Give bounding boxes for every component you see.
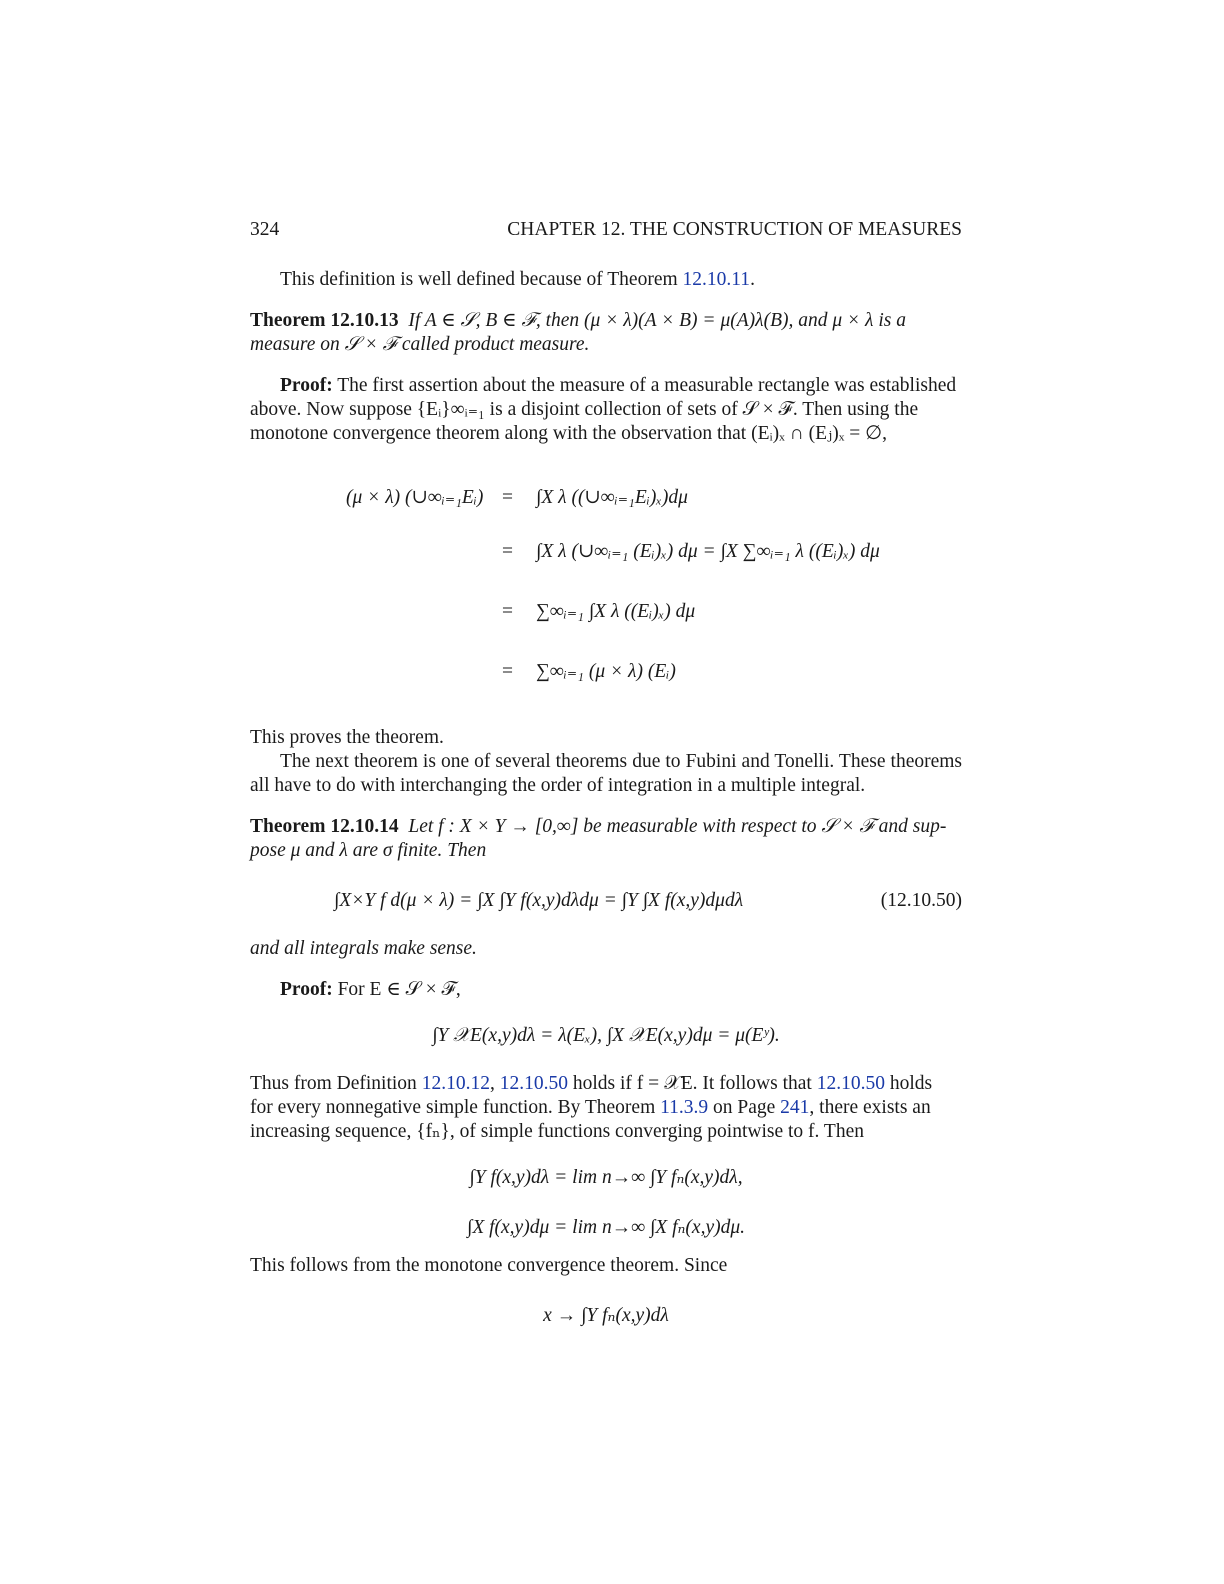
theorem-text-cont: measure on 𝒮 × ℱ called product measure. <box>250 334 590 355</box>
equation-lhs: (μ × λ) (∪∞ᵢ₌₁Eᵢ) <box>346 487 484 508</box>
theorem-12-10-13 <box>250 309 962 357</box>
display-equation <box>250 877 962 929</box>
theorem-12-10-14 <box>250 815 962 961</box>
equation-row: = ∑∞ᵢ₌₁ (μ × λ) (Eᵢ) <box>502 661 676 682</box>
proof-1: Proof: The first assertion about the measure of a measurable rectangle was established above. Now suppose {Eᵢ}∞ᵢ₌₁ is a disjoint collection of sets of 𝒮 × ℱ. Then using the monotone convergence theorem along with the observation that (Eᵢ)ₓ ∩ (Eⱼ)ₓ = ∅, <box>250 374 962 446</box>
paragraph-line: increasing sequence, {fₙ}, of simple functions converging pointwise to f. Then <box>250 1121 865 1142</box>
proof-conclusion: This proves the theorem. <box>250 727 444 748</box>
paragraph-line: This follows from the monotone convergence theorem. Since <box>250 1255 728 1276</box>
proof-label: Proof: <box>280 375 333 396</box>
equation-number: (12.10.50) <box>880 890 962 911</box>
theorem-ref-link[interactable]: 11.3.9 <box>660 1097 709 1118</box>
proof-2: Proof: For E ∈ 𝒮 × ℱ, ∫Y 𝒳E(x,y)dλ = λ(Eₓ), ∫X 𝒳E(x,y)dμ = μ(Eʸ). Thus from Definition 12.10.12, 12.10.50 holds if f = 𝒳E. It follows that 12.10.50 holds for every nonnegative simple function. By Theorem 11.3.9 on Page 241, there exists an increasing sequence, {fₙ}, of simple functions converging pointwise to f. Then ∫Y f(x,y)dλ = lim n→∞ ∫Y fₙ(x,y)dλ, ∫X f(x,y)dμ = lim n→∞ ∫X fₙ(x,y)dμ. This follows from the monotone convergence theorem. Since x → ∫Y fₙ(x,y)dλ <box>250 978 962 1328</box>
equation-array <box>250 462 962 712</box>
equation-ref-link[interactable]: 12.10.50 <box>499 1073 568 1094</box>
paragraph-line: Thus from Definition 12.10.12, 12.10.50 holds if f = 𝒳E. It follows that 12.10.50 holds <box>250 1073 933 1094</box>
equation-row: = ∑∞ᵢ₌₁ ∫X λ ((Eᵢ)ₓ) dμ <box>502 601 696 622</box>
paragraph: The next theorem is one of several theorems due to Fubini and Tonelli. These theorems all have to do with interchanging the order of integration in a multiple integral. <box>250 751 962 796</box>
definition-ref-link[interactable]: 12.10.12 <box>421 1073 490 1094</box>
equation-row: = ∫X λ (∪∞ᵢ₌₁ (Eᵢ)ₓ) dμ = ∫X ∑∞ᵢ₌₁ λ ((Eᵢ)ₓ) dμ <box>502 541 880 562</box>
theorem-ref-link[interactable]: 12.10.11 <box>682 269 751 290</box>
page-number: 324 <box>250 219 280 240</box>
proof-line: above. Now suppose {Eᵢ}∞ᵢ₌₁ is a disjoint collection of sets of 𝒮 × ℱ. Then using the <box>250 399 919 420</box>
equation-rhs: ∫X λ ((∪∞ᵢ₌₁Eᵢ)ₓ)dμ <box>536 487 688 508</box>
display-equation: ∫Y 𝒳E(x,y)dλ = λ(Eₓ), ∫X 𝒳E(x,y)dμ = μ(Eʸ). <box>432 1025 780 1046</box>
page <box>250 214 962 1328</box>
equation-row: (μ × λ) (∪∞ᵢ₌₁Eᵢ) = ∫X λ ((∪∞ᵢ₌₁Eᵢ)ₓ)dμ <box>346 487 688 508</box>
display-equation: x → ∫Y fₙ(x,y)dλ <box>543 1305 669 1326</box>
proof-label: Proof: <box>280 979 333 1000</box>
intro-paragraph: This definition is well defined because of Theorem 12.10.11. <box>280 269 755 290</box>
equation-rhs: ∑∞ᵢ₌₁ ∫X λ ((Eᵢ)ₓ) dμ <box>536 601 696 622</box>
limit-equation-2: ∫X f(x,y)dμ = lim n→∞ ∫X fₙ(x,y)dμ. <box>466 1217 746 1238</box>
theorem-after: and all integrals make sense. <box>250 938 477 959</box>
chapter-title: CHAPTER 12. THE CONSTRUCTION OF MEASURES <box>507 219 962 240</box>
proof-line: monotone convergence theorem along with the observation that (Eᵢ)ₓ ∩ (Eⱼ)ₓ = ∅, <box>250 423 887 444</box>
theorem-text: Let f : X × Y → [0,∞] be measurable with respect to 𝒮 × ℱ and sup- <box>408 816 947 837</box>
equation-body: ∫X×Y f d(μ × λ) = ∫X ∫Y f(x,y)dλdμ = ∫Y ∫X f(x,y)dμdλ <box>334 890 744 911</box>
equation-ref-link[interactable]: 12.10.50 <box>816 1073 885 1094</box>
limit-equation-1: ∫Y f(x,y)dλ = lim n→∞ ∫Y fₙ(x,y)dλ, <box>469 1167 743 1188</box>
theorem-text-cont: pose μ and λ are σ finite. Then <box>250 840 487 861</box>
page-ref-link[interactable]: 241 <box>780 1097 810 1118</box>
paragraph-line: for every nonnegative simple function. By Theorem 11.3.9 on Page 241, there exists an <box>250 1097 931 1118</box>
equation-rhs: ∫X λ (∪∞ᵢ₌₁ (Eᵢ)ₓ) dμ = ∫X ∑∞ᵢ₌₁ λ ((Eᵢ)ₓ) dμ <box>536 541 880 562</box>
equation-rhs: ∑∞ᵢ₌₁ (μ × λ) (Eᵢ) <box>536 661 676 682</box>
theorem-label: Theorem 12.10.13 <box>250 310 399 331</box>
theorem-text: If A ∈ 𝒮, B ∈ ℱ, then (μ × λ)(A × B) = μ(A)λ(B), and μ × λ is a <box>408 310 907 331</box>
running-header <box>250 214 962 244</box>
theorem-label: Theorem 12.10.14 <box>250 816 399 837</box>
